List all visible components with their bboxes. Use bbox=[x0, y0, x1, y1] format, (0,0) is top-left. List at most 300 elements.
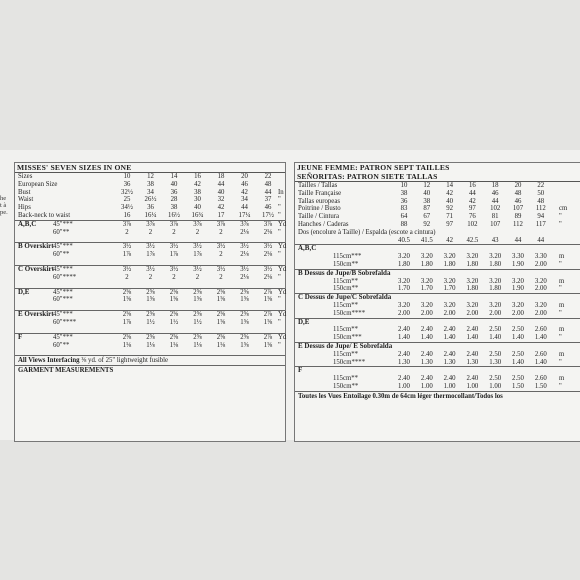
size-value: 2.50 bbox=[489, 375, 502, 383]
size-value: 3½ bbox=[146, 243, 155, 251]
fabric-row bbox=[295, 253, 580, 261]
size-value: 107 bbox=[490, 220, 501, 228]
size-value: 1⅝ bbox=[146, 296, 155, 304]
size-value: 2⅝ bbox=[240, 288, 249, 296]
size-value: 2.60 bbox=[534, 326, 547, 334]
size-value: 2⅛ bbox=[240, 273, 249, 281]
unit-label: " bbox=[559, 382, 562, 390]
size-value: 1⅝ bbox=[240, 296, 249, 304]
size-value: 112 bbox=[535, 205, 546, 213]
view-name: E Overskirt bbox=[18, 310, 54, 319]
size-value: 1⅝ bbox=[240, 341, 249, 349]
unit-label: " bbox=[559, 334, 562, 342]
view-header bbox=[295, 269, 580, 278]
dos-label-row bbox=[295, 229, 580, 237]
measurement-row bbox=[15, 212, 285, 220]
unit-label: m bbox=[559, 301, 565, 309]
size-value: 117 bbox=[535, 220, 546, 228]
size-value: 36 bbox=[147, 204, 154, 212]
size-value: 1.00 bbox=[398, 382, 410, 390]
size-value: 34½ bbox=[121, 204, 133, 212]
size-value: 1.80 bbox=[420, 260, 433, 268]
view-name: F bbox=[298, 366, 303, 375]
view-header bbox=[15, 333, 285, 342]
size-value: 37 bbox=[264, 196, 272, 204]
size-value: 44 bbox=[217, 180, 225, 188]
size-value: 1.40 bbox=[443, 334, 456, 342]
size-value: 38 bbox=[400, 189, 408, 197]
view-header bbox=[295, 342, 580, 351]
size-value: 1.80 bbox=[489, 260, 502, 268]
size-value: 1⅝ bbox=[263, 296, 273, 304]
fabric-width: 150cm** bbox=[333, 382, 359, 390]
size-value: 42 bbox=[468, 197, 476, 205]
right-chart-title-fr: JEUNE FEMME: PATRON SEPT TAILLES bbox=[297, 163, 450, 172]
size-value: 40 bbox=[170, 180, 178, 188]
size-value: 26½ bbox=[144, 196, 157, 204]
size-value: 1⅝ bbox=[263, 341, 273, 349]
left-body-measurements bbox=[15, 173, 285, 220]
unit-label: " bbox=[559, 213, 562, 221]
size-value: 1½ bbox=[193, 318, 202, 326]
size-value: 102 bbox=[467, 220, 478, 228]
size-value: 3.20 bbox=[489, 301, 502, 309]
fabric-width: 45"*** bbox=[53, 288, 73, 296]
size-value: 2.40 bbox=[466, 350, 479, 358]
fabric-row bbox=[15, 296, 285, 304]
interfacing-label: All Views Interfacing bbox=[18, 357, 80, 365]
size-value: 3.20 bbox=[466, 253, 479, 261]
fabric-width: 45"*** bbox=[53, 265, 73, 273]
measurement-label: Taille Française bbox=[298, 189, 342, 197]
measurement-label: Tallas europeas bbox=[298, 197, 340, 205]
size-value: 3⅞ bbox=[263, 220, 273, 228]
size-value: 2⅝ bbox=[216, 311, 226, 319]
size-value: 48 bbox=[264, 180, 272, 188]
size-value: 1.40 bbox=[534, 334, 547, 342]
size-value: 28 bbox=[170, 196, 178, 204]
size-value: 2.40 bbox=[443, 326, 456, 334]
unit-label: " bbox=[278, 318, 281, 326]
size-value: 3½ bbox=[263, 243, 273, 251]
measurement-row bbox=[15, 204, 285, 212]
size-value: 2.00 bbox=[489, 309, 502, 317]
size-value: 3½ bbox=[193, 265, 202, 273]
size-value: 32 bbox=[217, 196, 225, 204]
measurement-label: Waist bbox=[18, 196, 34, 204]
size-value: 38 bbox=[194, 188, 201, 196]
size-value: 1⅛ bbox=[146, 341, 155, 349]
measurement-row bbox=[295, 213, 580, 221]
size-value: 48 bbox=[537, 197, 545, 205]
size-value: 20 bbox=[241, 173, 248, 180]
size-value: 1⅛ bbox=[193, 341, 202, 349]
fabric-width: 115cm** bbox=[333, 301, 359, 309]
size-value: 3.20 bbox=[512, 301, 524, 309]
size-value: 2.50 bbox=[512, 375, 524, 383]
unit-label: Yd bbox=[278, 288, 287, 296]
size-value: 1.00 bbox=[443, 382, 456, 390]
fabric-width: 150cm**** bbox=[333, 309, 366, 317]
size-value: 2.00 bbox=[398, 309, 410, 317]
size-value: 2⅝ bbox=[146, 288, 155, 296]
size-value: 3.20 bbox=[420, 301, 433, 309]
view-name: C Overskirt bbox=[18, 264, 54, 273]
size-value: 20 bbox=[514, 182, 522, 189]
fabric-width: 150cm**** bbox=[333, 358, 366, 366]
measurement-label: European Size bbox=[18, 180, 58, 188]
size-value: 1.50 bbox=[534, 382, 547, 390]
size-value: 38 bbox=[423, 197, 431, 205]
size-value: 1⅞ bbox=[122, 318, 132, 326]
size-value: 3½ bbox=[169, 265, 179, 273]
fabric-width: 60"** bbox=[53, 251, 70, 259]
fabric-row bbox=[295, 375, 580, 383]
measurement-row bbox=[15, 181, 285, 189]
size-value: 2⅝ bbox=[193, 311, 202, 319]
size-value: 2⅝ bbox=[169, 333, 179, 341]
fabric-width: 60"**** bbox=[53, 273, 77, 281]
size-value: 3.20 bbox=[489, 253, 502, 261]
size-value: 42 bbox=[217, 204, 225, 212]
size-value: 2.00 bbox=[512, 309, 524, 317]
unit-label: " bbox=[559, 309, 562, 317]
size-value: 1.80 bbox=[398, 260, 410, 268]
measurement-label: Back-neck to waist bbox=[18, 211, 71, 219]
measurement-row bbox=[295, 198, 580, 206]
size-value: 2.50 bbox=[489, 350, 502, 358]
fabric-width: 60"*** bbox=[53, 296, 73, 304]
size-value: 1.30 bbox=[443, 358, 456, 366]
unit-label: In bbox=[278, 188, 284, 196]
unit-label: " bbox=[278, 196, 281, 204]
size-value: 2⅝ bbox=[169, 311, 179, 319]
size-value: 2 bbox=[125, 228, 129, 236]
size-value: 76 bbox=[468, 213, 476, 221]
measurement-row bbox=[295, 205, 580, 213]
size-value: 3.20 bbox=[398, 301, 410, 309]
size-value: 97 bbox=[468, 205, 476, 213]
fabric-row bbox=[295, 278, 580, 286]
size-value: 2⅝ bbox=[146, 311, 155, 319]
size-value: 40 bbox=[217, 188, 225, 196]
size-value: 38 bbox=[170, 204, 178, 212]
size-value: 2.40 bbox=[420, 326, 433, 334]
view-header bbox=[15, 288, 285, 297]
measurement-label: Poitrine / Busto bbox=[298, 205, 341, 213]
measurement-label: Hips bbox=[18, 204, 31, 212]
size-value: 97 bbox=[446, 220, 453, 228]
size-value: 1.40 bbox=[512, 358, 524, 366]
fabric-width: 115cm** bbox=[333, 277, 359, 285]
unit-label: " bbox=[278, 251, 281, 259]
size-value: 3.20 bbox=[512, 277, 524, 285]
size-value: 44 bbox=[264, 188, 272, 196]
size-value: 22 bbox=[264, 173, 272, 180]
size-value: 3.30 bbox=[512, 253, 524, 261]
size-value: 1½ bbox=[146, 318, 155, 326]
fabric-width: 115cm** bbox=[333, 350, 359, 358]
unit-label: " bbox=[278, 211, 281, 219]
size-value: 14 bbox=[170, 173, 178, 180]
size-value: 89 bbox=[514, 213, 522, 221]
size-value: 32½ bbox=[121, 188, 133, 196]
size-value: 3½ bbox=[122, 265, 132, 273]
size-value: 17¼ bbox=[238, 211, 251, 219]
size-value: 3⅞ bbox=[146, 220, 155, 228]
size-value: 3.20 bbox=[398, 253, 410, 261]
size-value: 36 bbox=[400, 197, 408, 205]
size-value: 42 bbox=[241, 188, 248, 196]
size-value: 2.00 bbox=[534, 260, 547, 268]
view-name: B Overskirt bbox=[18, 242, 54, 251]
measurement-row bbox=[15, 173, 285, 181]
fabric-width: 115cm*** bbox=[333, 253, 362, 261]
size-value: 102 bbox=[490, 205, 501, 213]
size-value: 34 bbox=[241, 196, 248, 204]
size-value: 44 bbox=[491, 197, 499, 205]
size-value: 2.40 bbox=[420, 375, 433, 383]
size-value: 1⅝ bbox=[122, 296, 132, 304]
size-value: 42.5 bbox=[466, 236, 479, 244]
size-value: 1⅝ bbox=[216, 318, 226, 326]
size-value: 2.40 bbox=[420, 350, 433, 358]
size-value: 2.00 bbox=[443, 309, 456, 317]
size-value: 1.80 bbox=[443, 260, 456, 268]
measurement-label: Taille / Cintura bbox=[298, 213, 340, 221]
size-value: 3.20 bbox=[420, 277, 433, 285]
size-value: 2.40 bbox=[398, 375, 410, 383]
size-value: 1⅛ bbox=[169, 341, 179, 349]
size-value: 10 bbox=[400, 182, 408, 189]
measurement-row bbox=[15, 189, 285, 197]
measurement-label: Tailles / Tallas bbox=[298, 182, 338, 189]
view-header bbox=[295, 293, 580, 302]
fabric-row bbox=[15, 342, 285, 350]
size-value: 42 bbox=[446, 189, 453, 197]
fabric-width: 60"**** bbox=[53, 318, 77, 326]
size-value: 2.40 bbox=[443, 350, 456, 358]
size-value: 2⅛ bbox=[240, 228, 249, 236]
interfacing-line bbox=[15, 355, 285, 365]
size-value: 18 bbox=[491, 182, 499, 189]
view-header bbox=[15, 220, 285, 229]
size-value: 16 bbox=[194, 173, 201, 180]
size-value: 2⅛ bbox=[263, 228, 273, 236]
size-value: 36 bbox=[170, 188, 178, 196]
fabric-row bbox=[15, 274, 285, 282]
size-value: 2⅝ bbox=[193, 288, 202, 296]
size-value: 1.50 bbox=[512, 382, 524, 390]
unit-label: " bbox=[278, 228, 281, 236]
view-header bbox=[295, 366, 580, 375]
jeune-femme-size-chart bbox=[294, 162, 580, 442]
size-value: 2 bbox=[148, 273, 153, 281]
unit-label: " bbox=[559, 260, 562, 268]
size-value: 3½ bbox=[263, 265, 273, 273]
size-value: 1.70 bbox=[420, 285, 433, 293]
fabric-row bbox=[15, 229, 285, 237]
view-name: F bbox=[18, 332, 23, 341]
size-value: 3⅞ bbox=[193, 220, 202, 228]
size-value: 18 bbox=[217, 173, 225, 180]
unit-label: " bbox=[278, 341, 281, 349]
size-value: 2⅝ bbox=[193, 333, 202, 341]
size-value: 2.00 bbox=[534, 309, 547, 317]
size-value: 16¾ bbox=[191, 211, 204, 219]
unit-label: Yd bbox=[278, 311, 287, 319]
fabric-row bbox=[295, 359, 580, 367]
size-value: 2 bbox=[195, 273, 200, 281]
size-value: 2⅝ bbox=[169, 288, 179, 296]
edge-fragment: he bbox=[0, 195, 7, 202]
size-value: 83 bbox=[400, 205, 408, 213]
size-value: 64 bbox=[400, 213, 408, 221]
size-value: 1⅝ bbox=[169, 296, 179, 304]
size-value: 1.40 bbox=[420, 334, 433, 342]
fabric-row bbox=[295, 310, 580, 318]
size-value: 1⅞ bbox=[193, 251, 202, 259]
view-header bbox=[15, 310, 285, 319]
size-value: 46 bbox=[491, 189, 499, 197]
view-name: D,E bbox=[18, 287, 30, 296]
fabric-row bbox=[15, 251, 285, 259]
size-value: 12 bbox=[423, 182, 431, 189]
size-value: 1⅛ bbox=[122, 341, 132, 349]
size-value: 88 bbox=[400, 220, 408, 228]
size-value: 1½ bbox=[169, 318, 179, 326]
view-name: A,B,C bbox=[18, 219, 37, 228]
right-body-measurements bbox=[295, 182, 580, 229]
fabric-width: 45"*** bbox=[53, 311, 73, 319]
size-value: 46 bbox=[241, 180, 248, 188]
size-value: 2.40 bbox=[466, 375, 479, 383]
size-value: 1⅝ bbox=[193, 296, 202, 304]
size-value: 1.00 bbox=[420, 382, 433, 390]
view-name: C Dessus de Jupe/C Sobrefalda bbox=[298, 293, 392, 302]
size-value: 40 bbox=[446, 197, 453, 205]
size-value: 34 bbox=[147, 188, 154, 196]
unit-label: " bbox=[559, 358, 562, 366]
size-value: 3.20 bbox=[443, 277, 456, 285]
size-value: 1.00 bbox=[466, 382, 479, 390]
size-value: 3⅞ bbox=[122, 220, 132, 228]
size-value: 2⅝ bbox=[122, 311, 132, 319]
size-value: 1⅝ bbox=[240, 318, 249, 326]
unit-label: m bbox=[559, 253, 565, 261]
fabric-width: 150cm** bbox=[333, 285, 359, 293]
fabric-row bbox=[295, 383, 580, 391]
size-value: 2.00 bbox=[420, 309, 433, 317]
size-value: 2⅛ bbox=[263, 273, 273, 281]
size-value: 3.20 bbox=[398, 277, 410, 285]
right-footer: Toutes les Vues Entoilage 0.30m de 64cm léger thermocollant/Todos los bbox=[295, 391, 580, 401]
measurement-label: Sizes bbox=[18, 173, 33, 180]
size-value: 87 bbox=[423, 205, 431, 213]
unit-label: " bbox=[559, 220, 562, 228]
size-value: 2.00 bbox=[534, 285, 547, 293]
size-value: 2⅛ bbox=[240, 251, 249, 259]
fabric-width: 115cm** bbox=[333, 375, 359, 383]
size-value: 94 bbox=[537, 213, 545, 221]
size-value: 67 bbox=[423, 213, 431, 221]
size-value: 1.40 bbox=[398, 334, 410, 342]
size-value: 16½ bbox=[168, 211, 180, 219]
view-name: B Dessus de Jupe/B Sobrefalda bbox=[298, 268, 391, 277]
size-value: 2⅝ bbox=[216, 333, 226, 341]
view-name: E Dessus de Jupe/ E Sobrefalda bbox=[298, 341, 393, 350]
unit-label: " bbox=[278, 296, 281, 304]
size-value: 2⅝ bbox=[122, 333, 132, 341]
size-value: 40.5 bbox=[398, 236, 410, 244]
size-value: 1.70 bbox=[398, 285, 410, 293]
size-value: 2⅝ bbox=[122, 288, 132, 296]
unit-label: Yd bbox=[278, 265, 287, 273]
size-value: 44 bbox=[241, 204, 248, 212]
fabric-width: 150cm** bbox=[333, 260, 359, 268]
fabric-row bbox=[295, 351, 580, 359]
size-value: 2⅝ bbox=[240, 311, 249, 319]
size-value: 1.80 bbox=[466, 285, 479, 293]
size-value: 2 bbox=[219, 273, 223, 281]
size-value: 17 bbox=[217, 211, 225, 219]
size-value: 3.20 bbox=[420, 253, 433, 261]
interfacing-text: ⅜ yd. of 25" lightweight fusible bbox=[81, 357, 169, 365]
size-value: 3.20 bbox=[466, 301, 479, 309]
measurement-row bbox=[295, 182, 580, 190]
size-value: 2⅞ bbox=[263, 311, 273, 319]
size-value: 2 bbox=[219, 228, 223, 236]
fabric-width: 45"*** bbox=[53, 333, 73, 341]
size-value: 2.40 bbox=[398, 326, 410, 334]
size-value: 2 bbox=[219, 251, 223, 259]
unit-label: cm bbox=[559, 205, 568, 213]
measurement-row bbox=[295, 221, 580, 229]
size-value: 107 bbox=[512, 205, 524, 213]
dos-values-row bbox=[295, 237, 580, 245]
size-value: 112 bbox=[513, 220, 523, 228]
size-value: 3½ bbox=[193, 243, 202, 251]
size-value: 92 bbox=[423, 220, 431, 228]
measurement-row bbox=[15, 196, 285, 204]
left-chart-title: MISSES' SEVEN SIZES IN ONE bbox=[15, 163, 285, 173]
size-value: 2.40 bbox=[466, 326, 479, 334]
size-value: 1.90 bbox=[512, 260, 524, 268]
size-value: 40 bbox=[194, 204, 201, 212]
size-value: 2⅞ bbox=[263, 288, 273, 296]
size-value: 1.90 bbox=[512, 285, 524, 293]
size-value: 2.40 bbox=[443, 375, 456, 383]
size-value: 2⅝ bbox=[240, 333, 249, 341]
size-value: 3½ bbox=[240, 243, 249, 251]
unit-label: " bbox=[559, 285, 562, 293]
size-value: 2.60 bbox=[534, 350, 547, 358]
size-value: 3.20 bbox=[466, 277, 479, 285]
size-value: 1.80 bbox=[489, 285, 502, 293]
edge-fragment: pe. bbox=[0, 209, 8, 216]
size-value: 50 bbox=[537, 189, 545, 197]
size-value: 81 bbox=[491, 213, 499, 221]
size-value: 2 bbox=[172, 228, 176, 236]
size-value: 2⅞ bbox=[263, 333, 273, 341]
size-value: 3.30 bbox=[534, 253, 547, 261]
size-value: 44 bbox=[468, 189, 476, 197]
size-value: 3.20 bbox=[534, 301, 547, 309]
unit-label: Yd bbox=[278, 243, 287, 251]
size-value: 2⅝ bbox=[146, 333, 155, 341]
size-value: 46 bbox=[514, 197, 522, 205]
size-value: 1.00 bbox=[489, 382, 502, 390]
